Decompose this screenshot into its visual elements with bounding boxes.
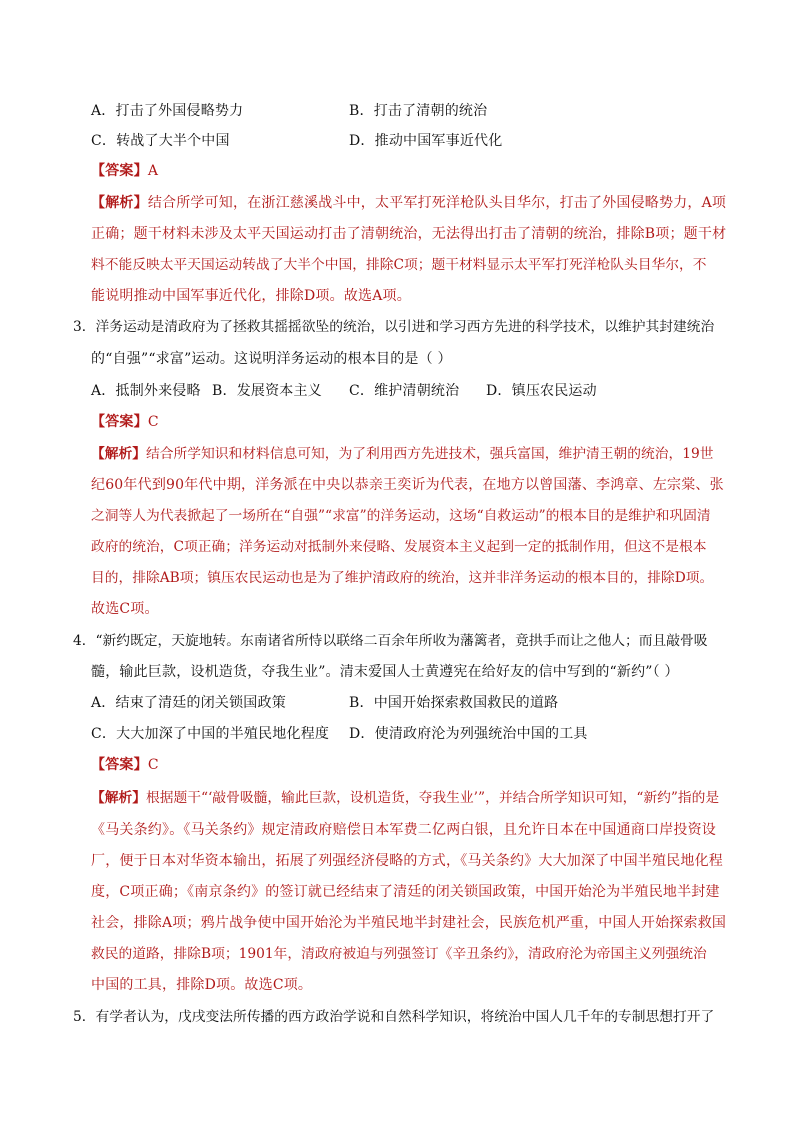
q3-answer-value: C <box>147 414 159 430</box>
q3-stem-line-2: 的“自强”“求富”运动。这说明洋务运动的根本目的是（ ） <box>91 351 452 367</box>
q4-analysis-line-6: 救民的道路，排除B项；1901年，清政府被迫与列强签订《辛丑条约》，清政府沦为帝国主义列强统治 <box>91 946 707 962</box>
q3-analysis-line-2: 纪60年代到90年代中期，洋务派在中央以恭亲王奕䜣为代表，在地方以曾国藩、李鸿章、左宗棠、张 <box>91 477 724 493</box>
q3-analysis-line-4: 政府的统治，C项正确；洋务运动对抵制外来侵略、发展资本主义起到一定的抵制作用，但这不是根本 <box>91 539 707 555</box>
q4-option-d: D．使清政府沦为列强统治中国的工具 <box>349 726 588 742</box>
q2-analysis-tag: 【解析】 <box>91 195 148 211</box>
q4-analysis-line-1: 【解析】根据题干“‘敲骨吸髓，输此巨款，设机造货，夺我生业’”，并结合所学知识可知，“新约”指的是 <box>91 790 720 806</box>
q4-analysis-line-4: 度，C项正确；《南京条约》的签订就已经结束了清廷的闭关锁国政策，中国开始沦为半殖民地半封建 <box>91 884 720 900</box>
q4-stem-line-2: 髓，输此巨款，设机造货，夺我生业”。清末爱国人士黄遵宪在给好友的信中写到的“新约”（ ） <box>91 664 679 680</box>
q2-option-b: B．打击了清朝的统治 <box>349 103 488 119</box>
q4-answer-value: C <box>147 757 159 773</box>
q4-analysis-line-3: 厂，便于日本对华资本输出，拓展了列强经济侵略的方式，《马关条约》大大加深了中国半殖民地化程 <box>91 853 723 869</box>
q4-option-c: C．大大加深了中国的半殖民地化程度 <box>91 726 330 742</box>
q3-analysis-line-6: 故选C项。 <box>91 601 159 617</box>
q4-option-a: A．结束了清廷的闭关锁国政策 <box>91 695 286 711</box>
q3-answer-tag: 【答案】 <box>91 414 148 430</box>
q2-option-a: A．打击了外国侵略势力 <box>91 103 244 119</box>
q5-stem-line-1: 5．有学者认为，戊戌变法所传播的西方政治学说和自然科学知识，将统治中国人几千年的专制思想打开了 <box>73 1009 715 1025</box>
q4-answer <box>91 755 159 775</box>
q4-analysis-line-2: 《马关条约》。《马关条约》规定清政府赔偿日本军费二亿两白银，且允许日本在中国通商口岸投资设 <box>91 822 716 838</box>
q4-analysis-tag: 【解析】 <box>91 790 147 806</box>
q3-analysis-tag: 【解析】 <box>91 446 147 462</box>
q2-analysis-line-2: 正确；题干材料未涉及太平天国运动打击了清朝统治，无法得出打击了清朝的统治，排除B项；题干材 <box>91 226 727 242</box>
q2-answer-tag: 【答案】 <box>91 163 148 179</box>
q4-analysis-line-7: 中国的工具，排除D项。故选C项。 <box>91 977 313 993</box>
q2-analysis-line-3: 料不能反映太平天国运动转战了大半个中国，排除C项；题干材料显示太平军打死洋枪队头目华尔，不 <box>91 257 707 273</box>
q3-option-d: D．镇压农民运动 <box>486 383 597 399</box>
q4-stem-line-1: 4．“新约既定，天旋地转。东南诸省所恃以联络二百余年所收为藩篱者，竟拱手而让之他人；而且敲骨吸 <box>73 633 708 649</box>
q2-answer <box>91 161 158 181</box>
q4-option-b: B．中国开始探索救国救民的道路 <box>349 695 559 711</box>
q3-option-a: A．抵制外来侵略 <box>91 383 201 399</box>
q3-stem-line-1: 3．洋务运动是清政府为了拯救其摇摇欲坠的统治，以引进和学习西方先进的科学技术，以维护其封建统治 <box>73 319 715 335</box>
q4-answer-tag: 【答案】 <box>91 757 148 773</box>
q2-option-d: D．推动中国军事近代化 <box>349 133 503 149</box>
q3-analysis-line-1: 【解析】结合所学知识和材料信息可知，为了利用西方先进技术，强兵富国，维护清王朝的统治，19世 <box>91 446 714 462</box>
q3-option-c: C．维护清朝统治 <box>349 383 460 399</box>
q3-answer <box>91 412 159 432</box>
q2-analysis-line-1: 【解析】结合所学可知，在浙江慈溪战斗中，太平军打死洋枪队头目华尔，打击了外国侵略势力，A项 <box>91 195 727 211</box>
q2-option-c: C．转战了大半个中国 <box>91 133 230 149</box>
q3-analysis-line-5: 目的，排除AB项；镇压农民运动也是为了维护清政府的统治，这并非洋务运动的根本目的，排除D项。 <box>91 570 714 586</box>
q4-analysis-line-5: 社会，排除A项；鸦片战争使中国开始沦为半殖民地半封建社会，民族危机严重，中国人开始探索救国 <box>91 915 727 931</box>
q2-answer-value: A <box>147 163 159 179</box>
q3-analysis-line-3: 之洞等人为代表掀起了一场所在“自强”“求富”的洋务运动，这场“自救运动”的根本目的是维护和巩固清 <box>91 508 711 524</box>
q3-option-b: B．发展资本主义 <box>212 383 322 399</box>
q2-analysis-line-4: 能说明推动中国军事近代化，排除D项。故选A项。 <box>91 288 411 304</box>
